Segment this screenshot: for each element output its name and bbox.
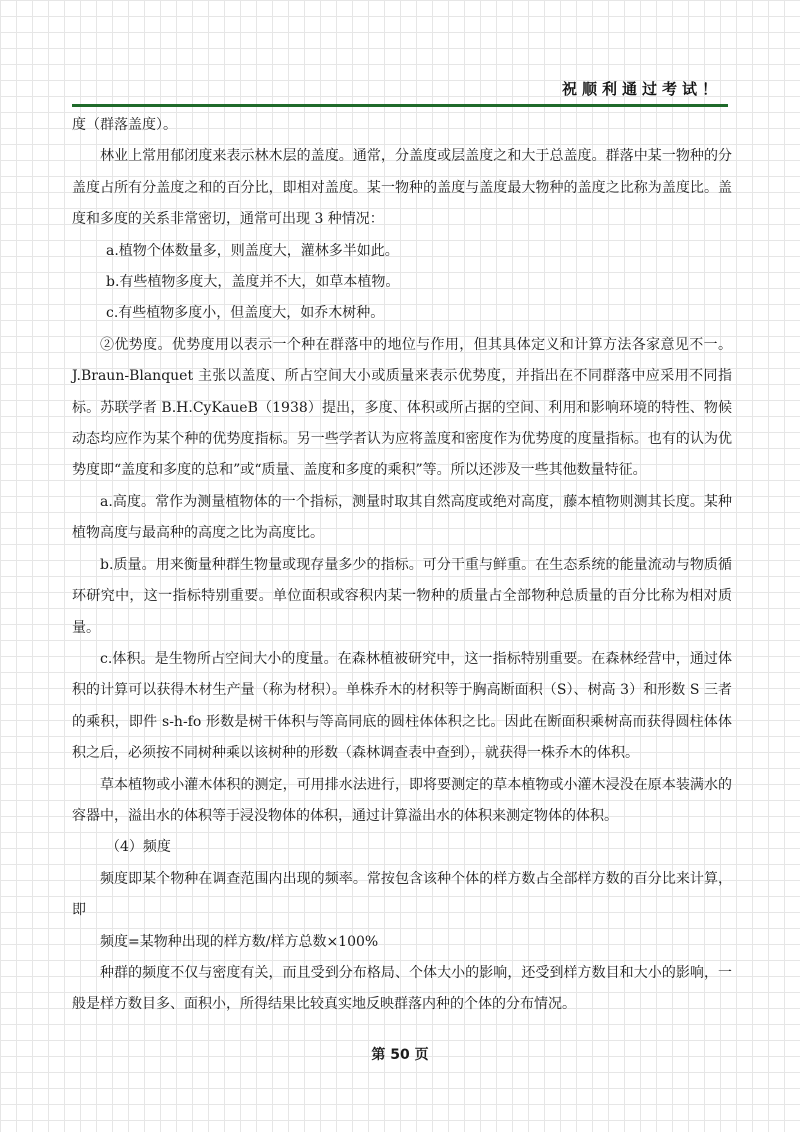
paragraph-dominance: ②优势度。优势度用以表示一个种在群落中的地位与作用，但其具体定义和计算方法各家意见不一。J.Braun-Blanquet 主张以盖度、所占空间大小或质量来表示优势度，并指出在不同群落中应采用不同指标。苏联学者 B.H.CyKaueB（1938）提出，多度、体积或所占据的空间、利用和影响环境的特性、物候动态均应作为某个种的优势度指标。另一些学者认为应将盖度和密度作为优势度的度量指标。也有的认为优势度即“盖度和多度的总和”或“质量、盖度和多度的乘积”等。所以还涉及一些其他数量特征。 [72, 336, 732, 479]
paragraph-frequency: 频度即某个物种在调查范围内出现的频率。常按包含该种个体的样方数占全部样方数的百分比来计算，即 [72, 870, 732, 919]
list-item-a: a.植物个体数量多，则盖度大，灌林多半如此。 [106, 242, 399, 259]
header-title: 祝顺利通过考试！ [561, 80, 722, 98]
section-heading-frequency: （4）频度 [106, 839, 171, 856]
page-number: 第 50 页 [371, 1047, 429, 1063]
page-header [72, 70, 728, 106]
document-body [72, 110, 732, 1021]
list-item-c: c.有些植物多度小，但盖度大，如乔木树种。 [106, 305, 385, 322]
paragraph-volume: c.体积。是生物所占空间大小的度量。在森林植被研究中，这一指标特别重要。在森林经营中，通过体积的计算可以获得木材生产量（称为材积）。单株乔木的材积等于胸高断面积（S）、树高 3）和形数 S 三者的乘积，即件 s-h-fo 形数是树干体积与等高同底的圆柱体体积之比。因此在断面积乘树高而获得圆柱体体积之后，必须按不同树种乘以该树种的形数（森林调查表中查到），就获得一株乔木的体积。 [72, 650, 732, 762]
paragraph-height: a.高度。常作为测量植物体的一个指标，测量时取其自然高度或绝对高度，藤本植物则测其长度。某种植物高度与最高种的高度之比为高度比。 [72, 493, 732, 542]
paragraph-coverage: 林业上常用郁闭度来表示林木层的盖度。通常，分盖度或层盖度之和大于总盖度。群落中某一物种的分盖度占所有分盖度之和的百分比，即相对盖度。某一物种的盖度与盖度最大物种的盖度之比称为盖度比。盖度和多度的关系非常密切，通常可出现 3 种情况： [72, 148, 732, 228]
list-item-b: b.有些植物多度大，盖度并不大，如草本植物。 [106, 274, 400, 291]
paragraph-mass: b.质量。用来衡量种群生物量或现存量多少的指标。可分干重与鲜重。在生态系统的能量流动与物质循环研究中，这一指标特别重要。单位面积或容积内某一物种的质量占全部物种总质量的百分比称为相对质量。 [72, 556, 732, 636]
paragraph-frequency-factors: 种群的频度不仅与密度有关，而且受到分布格局、个体大小的影响，还受到样方数目和大小的影响，一般是样方数目多、面积小，所得结果比较真实地反映群落内种的个体的分布情况。 [72, 964, 732, 1013]
formula-frequency: 频度=某物种出现的样方数/样方总数×100% [100, 933, 379, 950]
paragraph-continuation: 度（群落盖度）。 [72, 117, 177, 133]
header-rule [72, 104, 728, 107]
paragraph-herb-volume: 草本植物或小灌木体积的测定，可用排水法进行，即将要测定的草本植物或小灌木浸没在原本装满水的容器中，溢出水的体积等于浸没物体的体积，通过计算溢出水的体积来测定物体的体积。 [72, 776, 732, 824]
